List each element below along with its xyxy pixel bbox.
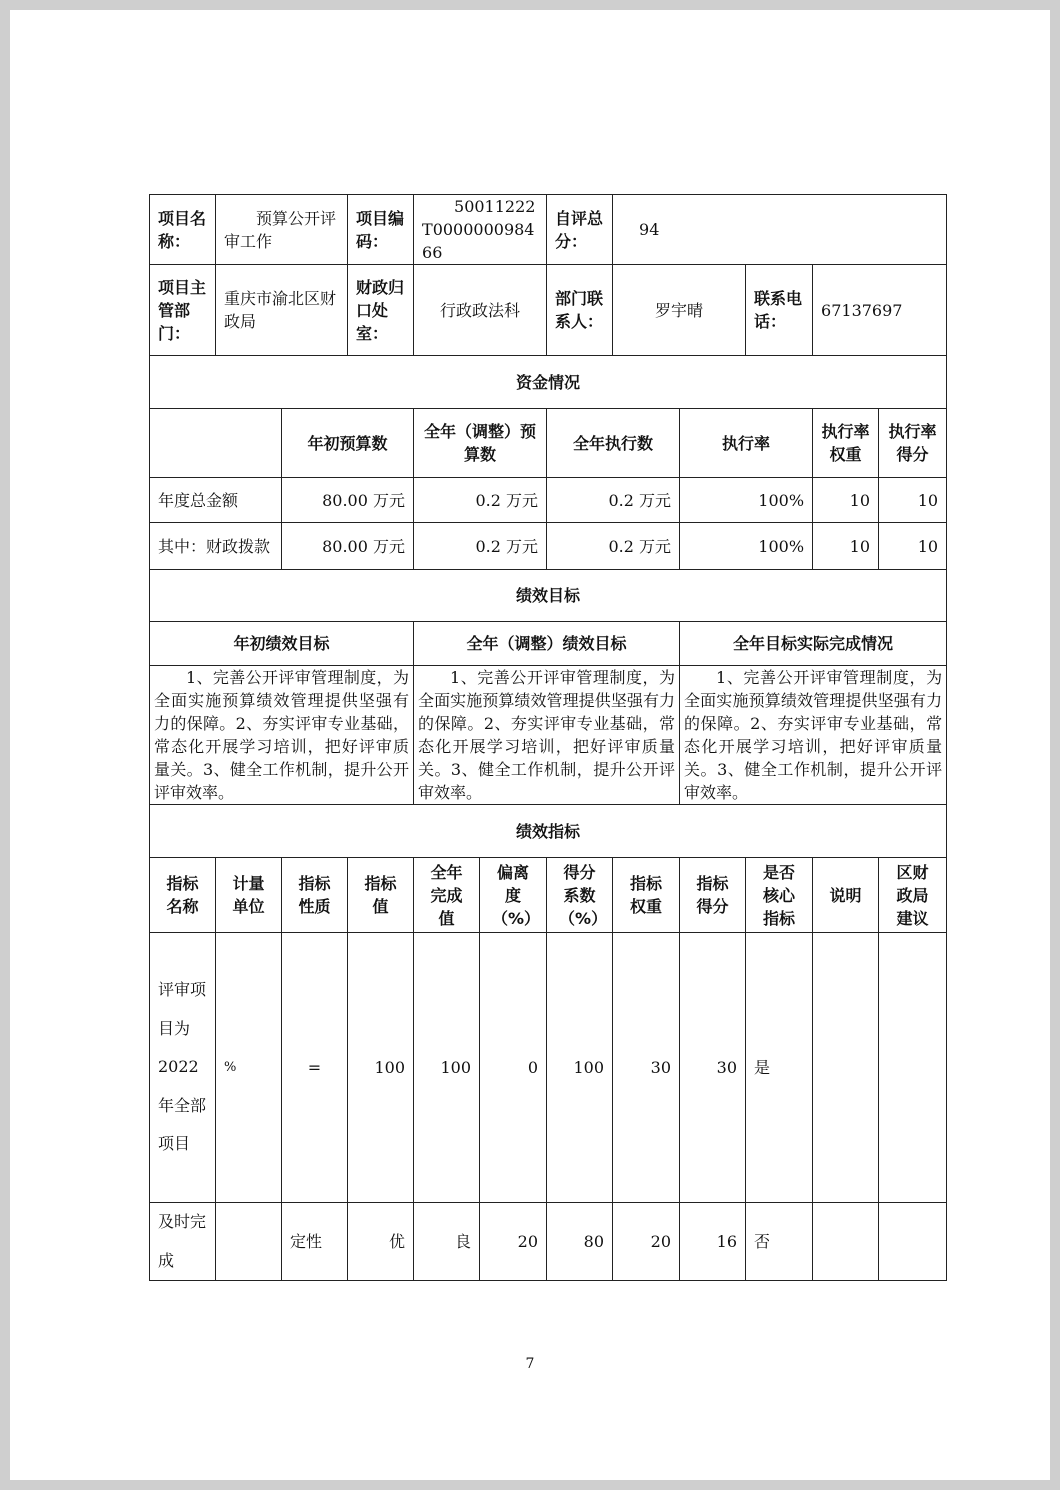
funds-cell: 0.2 万元 [547, 523, 680, 570]
indicator-cell [813, 933, 879, 1203]
goals-text-row [150, 666, 947, 805]
dept-value: 重庆市渝北区财政局 [216, 265, 348, 356]
funds-cell: 10 [879, 478, 947, 523]
funds-section-title: 资金情况 [150, 356, 947, 409]
indicator-name: 评审项目为2022年全部项目 [150, 933, 216, 1203]
phone-value: 67137697 [813, 265, 947, 356]
ind-header-core: 是否核心指标 [746, 858, 813, 933]
indicator-cell: 0 [480, 933, 547, 1203]
funds-row-fiscal [150, 523, 947, 570]
indicator-cell: 100 [414, 933, 480, 1203]
contact-label: 部门联系人： [547, 265, 613, 356]
funds-row-label: 其中：财政拨款 [150, 523, 282, 570]
funds-header-rate-score: 执行率得分 [879, 409, 947, 478]
project-name-value: 预算公开评审工作 [216, 195, 348, 265]
project-code-label: 项目编码： [348, 195, 414, 265]
ind-header-completion: 全年完成值 [414, 858, 480, 933]
indicator-cell [879, 1203, 947, 1281]
ind-header-weight: 指标权重 [613, 858, 680, 933]
ind-header-nature: 指标性质 [282, 858, 348, 933]
funds-cell: 0.2 万元 [414, 523, 547, 570]
project-row-1 [150, 195, 947, 265]
goal-text-actual: 1、完善公开评审管理制度，为全面实施预算绩效管理提供坚强有力的保障。2、夯实评审专业基础，常态化开展学习培训，把好评审质量关。3、健全工作机制，提升公开评审效率。 [680, 666, 947, 805]
funds-cell: 100% [680, 478, 813, 523]
funds-cell: 0.2 万元 [547, 478, 680, 523]
phone-label: 联系电话： [746, 265, 813, 356]
office-label: 财政归口处室： [348, 265, 414, 356]
indicators-section-title: 绩效指标 [150, 805, 947, 858]
indicator-cell: 100 [348, 933, 414, 1203]
indicator-name: 及时完成 [150, 1203, 216, 1281]
ind-header-coefficient: 得分系数（%） [547, 858, 613, 933]
funds-header-row [150, 409, 947, 478]
funds-cell: 100% [680, 523, 813, 570]
goal-text-initial: 1、完善公开评审管理制度，为全面实施预算绩效管理提供坚强有力的保障。2、夯实评审专业基础，常态化开展学习培训，把好评审质量关。3、健全工作机制，提升公开评审效率。 [150, 666, 414, 805]
indicator-cell: 16 [680, 1203, 746, 1281]
goals-header-row [150, 622, 947, 666]
self-score-label: 自评总分： [547, 195, 613, 265]
funds-cell: 10 [813, 478, 879, 523]
ind-header-name: 指标名称 [150, 858, 216, 933]
ind-header-deviation: 偏离度（%） [480, 858, 547, 933]
office-value: 行政政法科 [414, 265, 547, 356]
document-page [10, 10, 1050, 1480]
goal-text-adjusted: 1、完善公开评审管理制度，为全面实施预算绩效管理提供坚强有力的保障。2、夯实评审专业基础，常态化开展学习培训，把好评审质量关。3、健全工作机制，提升公开评审效率。 [414, 666, 680, 805]
indicator-cell: 是 [746, 933, 813, 1203]
indicator-cell: = [282, 933, 348, 1203]
indicator-cell [813, 1203, 879, 1281]
indicators-header-row [150, 858, 947, 933]
indicator-cell: % [216, 933, 282, 1203]
funds-row-label: 年度总金额 [150, 478, 282, 523]
ind-header-suggestion: 区财政局建议 [879, 858, 947, 933]
project-name-label: 项目名称： [150, 195, 216, 265]
indicator-cell: 30 [680, 933, 746, 1203]
indicator-cell: 否 [746, 1203, 813, 1281]
funds-cell: 80.00 万元 [282, 478, 414, 523]
indicator-cell: 良 [414, 1203, 480, 1281]
performance-self-evaluation-table [149, 194, 947, 1281]
indicator-cell [879, 933, 947, 1203]
funds-header-blank [150, 409, 282, 478]
funds-section-row [150, 356, 947, 409]
funds-cell: 80.00 万元 [282, 523, 414, 570]
funds-header-initial-budget: 年初预算数 [282, 409, 414, 478]
funds-header-executed: 全年执行数 [547, 409, 680, 478]
indicator-cell: 100 [547, 933, 613, 1203]
funds-header-rate-weight: 执行率权重 [813, 409, 879, 478]
indicator-row-1 [150, 933, 947, 1203]
contact-value: 罗宇晴 [613, 265, 746, 356]
indicator-cell: 优 [348, 1203, 414, 1281]
goals-section-row [150, 570, 947, 622]
funds-header-execution-rate: 执行率 [680, 409, 813, 478]
funds-cell: 0.2 万元 [414, 478, 547, 523]
funds-cell: 10 [879, 523, 947, 570]
indicators-section-row [150, 805, 947, 858]
funds-header-adjusted-budget: 全年（调整）预算数 [414, 409, 547, 478]
indicator-cell: 定性 [282, 1203, 348, 1281]
indicator-cell: 20 [480, 1203, 547, 1281]
project-row-2 [150, 265, 947, 356]
project-code-value: 50011222T000000098466 [414, 195, 547, 265]
indicator-row-2 [150, 1203, 947, 1281]
goals-header-adjusted: 全年（调整）绩效目标 [414, 622, 680, 666]
self-score-value: 94 [613, 195, 947, 265]
indicator-cell: 80 [547, 1203, 613, 1281]
goals-section-title: 绩效目标 [150, 570, 947, 622]
indicator-cell: 20 [613, 1203, 680, 1281]
indicator-cell: 30 [613, 933, 680, 1203]
funds-cell: 10 [813, 523, 879, 570]
goals-header-actual: 全年目标实际完成情况 [680, 622, 947, 666]
goals-header-initial: 年初绩效目标 [150, 622, 414, 666]
ind-header-note: 说明 [813, 858, 879, 933]
ind-header-unit: 计量单位 [216, 858, 282, 933]
page-number: 7 [525, 1356, 535, 1372]
ind-header-score: 指标得分 [680, 858, 746, 933]
ind-header-value: 指标值 [348, 858, 414, 933]
indicator-cell [216, 1203, 282, 1281]
funds-row-total [150, 478, 947, 523]
dept-label: 项目主管部门： [150, 265, 216, 356]
